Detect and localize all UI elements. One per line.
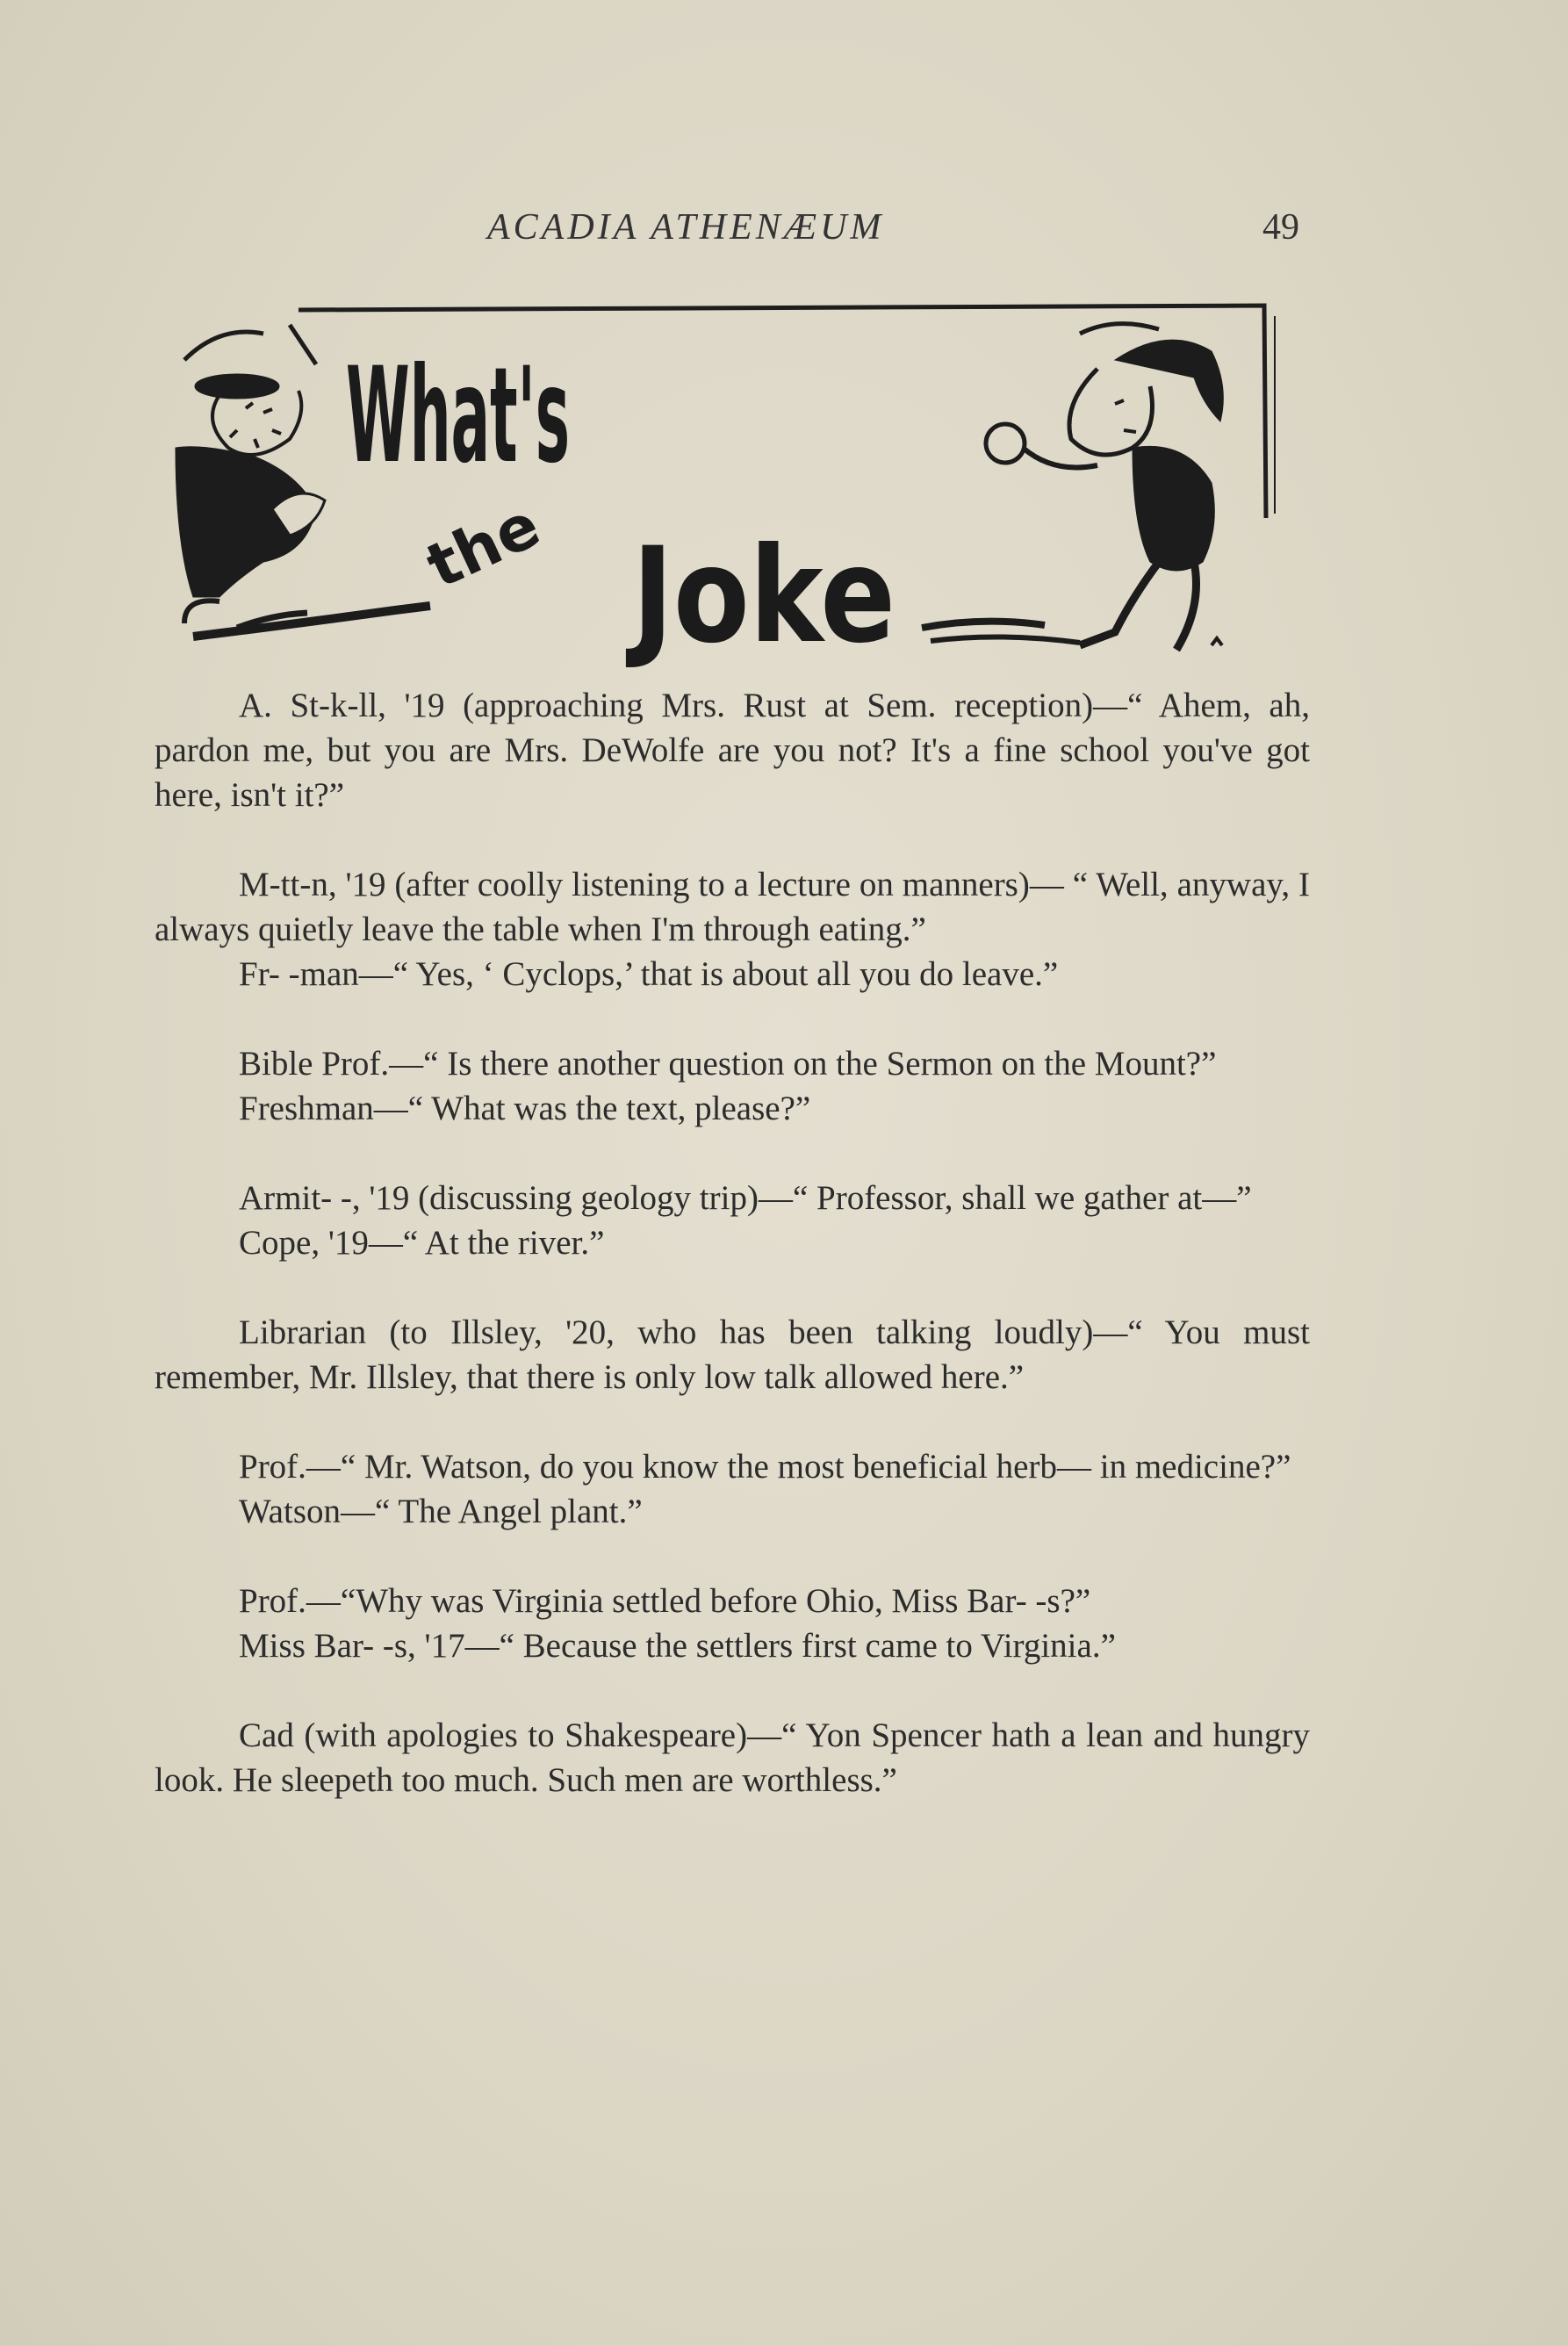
joke-line: Fr- -man—“ Yes, ‘ Cyclops,’ that is about all you do leave.” (239, 955, 1059, 993)
joke-line: M-tt-n, '19 (after coolly listening to a lecture on manners)— “ Well, anyway, I always quietly leave the table when I'm through eating.” (155, 866, 1310, 948)
joke-entry (155, 862, 1310, 997)
joke-entry (155, 1579, 1310, 1668)
joke-line: Prof.—“ Mr. Watson, do you know the most beneficial herb— in medicine?” (239, 1448, 1291, 1486)
joke-entry (155, 1041, 1310, 1131)
joke-line: Miss Bar- -s, '17—“ Because the settlers first came to Virginia.” (239, 1627, 1116, 1665)
joke-line: Librarian (to Illsley, '20, who has been talking loudly)—“ You must remember, Mr. Illsley, that there is only low talk allowed here.” (155, 1313, 1310, 1396)
right-caricature-illustration (986, 324, 1223, 650)
journal-title: ACADIA ATHENÆUM (487, 207, 885, 248)
joke-line: Watson—“ The Angel plant.” (239, 1493, 643, 1530)
joke-entry (155, 1176, 1310, 1265)
joke-entry (155, 683, 1310, 817)
joke-line: Bible Prof.—“ Is there another question on the Sermon on the Mount?” (239, 1045, 1217, 1083)
banner-word-whats: What's (346, 338, 570, 493)
underline-stroke (922, 622, 1045, 628)
banner-word-joke: Joke (625, 520, 895, 673)
joke-entry (155, 1713, 1310, 1803)
joke-line: Armit- -, '19 (discussing geology trip)—“ Professor, shall we gather at—” (239, 1179, 1252, 1217)
running-head (0, 206, 1568, 259)
page-number: 49 (1262, 207, 1299, 248)
joke-line: Freshman—“ What was the text, please?” (239, 1090, 811, 1127)
joke-line: Cope, '19—“ At the river.” (239, 1224, 605, 1262)
joke-line: Prof.—“Why was Virginia settled before Ohio, Miss Bar- -s?” (239, 1582, 1091, 1620)
whats-the-joke-banner (167, 299, 1282, 676)
banner-word-the: the (415, 488, 550, 603)
jokes-column (155, 683, 1310, 1847)
joke-entry (155, 1444, 1310, 1534)
joke-line: A. St-k-ll, '19 (approaching Mrs. Rust at Sem. reception)—“ Ahem, ah, pardon me, but you are Mrs. DeWolfe are you not? It's a fine school you've got here, isn't it?” (155, 687, 1310, 814)
joke-line: Cad (with apologies to Shakespeare)—“ Yon Spencer hath a lean and hungry look. He sleepeth too much. Such men are worthless.” (155, 1716, 1310, 1799)
joke-entry (155, 1310, 1310, 1400)
